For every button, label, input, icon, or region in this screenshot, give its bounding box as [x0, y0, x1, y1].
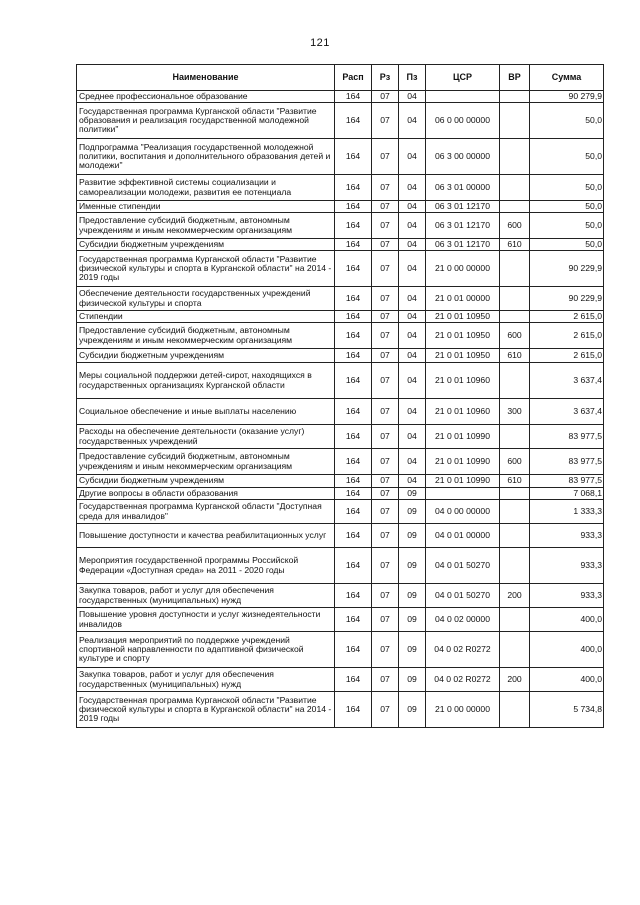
- cell-rz: 07: [372, 91, 399, 103]
- cell-rz: 07: [372, 213, 399, 239]
- cell-name: Среднее профессиональное образование: [77, 91, 335, 103]
- cell-rasp: 164: [335, 500, 372, 524]
- table-row: [77, 251, 604, 287]
- cell-csr: 21 0 01 10950: [426, 323, 500, 349]
- header-pz: Пз: [399, 65, 426, 91]
- cell-rz: 07: [372, 103, 399, 139]
- table-row: [77, 488, 604, 500]
- cell-csr: 21 0 01 10990: [426, 449, 500, 475]
- table-row: [77, 287, 604, 311]
- cell-csr: 06 0 00 00000: [426, 103, 500, 139]
- cell-vr: 600: [500, 213, 530, 239]
- cell-name: Расходы на обеспечение деятельности (оказание услуг) государственных учреждений: [77, 425, 335, 449]
- cell-rasp: 164: [335, 311, 372, 323]
- cell-csr: 21 0 01 10960: [426, 399, 500, 425]
- page-number: 121: [310, 37, 330, 49]
- cell-sum: 50,0: [530, 139, 604, 175]
- cell-rz: 07: [372, 251, 399, 287]
- table-row: [77, 213, 604, 239]
- cell-rz: 07: [372, 488, 399, 500]
- cell-rasp: 164: [335, 287, 372, 311]
- cell-csr: 06 3 01 12170: [426, 213, 500, 239]
- table-row: [77, 425, 604, 449]
- cell-rz: 07: [372, 500, 399, 524]
- cell-rz: 07: [372, 524, 399, 548]
- cell-name: Мероприятия государственной программы Российской Федерации «Доступная среда» на 2011 - 2020 годы: [77, 548, 335, 584]
- cell-rasp: 164: [335, 524, 372, 548]
- cell-rz: 07: [372, 399, 399, 425]
- cell-sum: 50,0: [530, 201, 604, 213]
- table-body: [77, 91, 604, 728]
- cell-vr: [500, 363, 530, 399]
- table-row: [77, 323, 604, 349]
- cell-name: Субсидии бюджетным учреждениям: [77, 349, 335, 363]
- cell-vr: [500, 632, 530, 668]
- cell-sum: 2 615,0: [530, 349, 604, 363]
- cell-vr: [500, 548, 530, 584]
- cell-name: Меры социальной поддержки детей-сирот, находящихся в государственных организациях Курганской области: [77, 363, 335, 399]
- cell-rasp: 164: [335, 608, 372, 632]
- cell-name: Предоставление субсидий бюджетным, автономным учреждениям и иным некоммерческим организациям: [77, 323, 335, 349]
- cell-csr: 04 0 02 R0272: [426, 632, 500, 668]
- table-row: [77, 692, 604, 728]
- cell-rz: 07: [372, 608, 399, 632]
- cell-csr: 21 0 01 10960: [426, 363, 500, 399]
- cell-sum: 7 068,1: [530, 488, 604, 500]
- cell-vr: [500, 201, 530, 213]
- header-csr: ЦСР: [426, 65, 500, 91]
- cell-sum: 90 229,9: [530, 251, 604, 287]
- cell-pz: 09: [399, 608, 426, 632]
- cell-name: Предоставление субсидий бюджетным, автономным учреждениям и иным некоммерческим организациям: [77, 449, 335, 475]
- cell-rasp: 164: [335, 425, 372, 449]
- cell-pz: 04: [399, 323, 426, 349]
- cell-csr: 04 0 02 R0272: [426, 668, 500, 692]
- table-row: [77, 175, 604, 201]
- cell-pz: 09: [399, 548, 426, 584]
- cell-csr: 21 0 01 10950: [426, 311, 500, 323]
- cell-csr: [426, 91, 500, 103]
- cell-rasp: 164: [335, 213, 372, 239]
- cell-csr: 21 0 00 00000: [426, 251, 500, 287]
- cell-pz: 04: [399, 475, 426, 488]
- cell-rasp: 164: [335, 103, 372, 139]
- cell-vr: [500, 608, 530, 632]
- cell-name: Стипендии: [77, 311, 335, 323]
- cell-sum: 83 977,5: [530, 449, 604, 475]
- cell-vr: [500, 287, 530, 311]
- cell-name: Государственная программа Курганской области "Доступная среда для инвалидов": [77, 500, 335, 524]
- cell-rz: 07: [372, 548, 399, 584]
- cell-pz: 04: [399, 349, 426, 363]
- cell-csr: 06 3 00 00000: [426, 139, 500, 175]
- cell-pz: 09: [399, 668, 426, 692]
- cell-vr: [500, 91, 530, 103]
- cell-sum: 90 229,9: [530, 287, 604, 311]
- cell-rasp: 164: [335, 668, 372, 692]
- cell-name: Повышение уровня доступности и услуг жизнедеятельности инвалидов: [77, 608, 335, 632]
- cell-csr: [426, 488, 500, 500]
- cell-rasp: 164: [335, 363, 372, 399]
- cell-vr: 600: [500, 449, 530, 475]
- cell-pz: 04: [399, 251, 426, 287]
- cell-rasp: 164: [335, 323, 372, 349]
- table-row: [77, 399, 604, 425]
- cell-sum: 3 637,4: [530, 363, 604, 399]
- cell-rasp: 164: [335, 475, 372, 488]
- cell-vr: [500, 103, 530, 139]
- cell-vr: [500, 425, 530, 449]
- cell-rasp: 164: [335, 91, 372, 103]
- cell-rasp: 164: [335, 449, 372, 475]
- header-vr: ВР: [500, 65, 530, 91]
- cell-pz: 09: [399, 500, 426, 524]
- cell-pz: 04: [399, 91, 426, 103]
- cell-rz: 07: [372, 349, 399, 363]
- cell-pz: 04: [399, 213, 426, 239]
- cell-pz: 04: [399, 103, 426, 139]
- cell-csr: 06 3 01 00000: [426, 175, 500, 201]
- cell-csr: 06 3 01 12170: [426, 201, 500, 213]
- cell-vr: [500, 175, 530, 201]
- cell-name: Закупка товаров, работ и услуг для обеспечения государственных (муниципальных) нужд: [77, 668, 335, 692]
- cell-sum: 400,0: [530, 608, 604, 632]
- cell-sum: 5 734,8: [530, 692, 604, 728]
- cell-rasp: 164: [335, 548, 372, 584]
- cell-vr: [500, 692, 530, 728]
- cell-name: Социальное обеспечение и иные выплаты населению: [77, 399, 335, 425]
- cell-name: Предоставление субсидий бюджетным, автономным учреждениям и иным некоммерческим организациям: [77, 213, 335, 239]
- cell-csr: 21 0 01 10990: [426, 475, 500, 488]
- cell-pz: 04: [399, 239, 426, 251]
- cell-csr: 04 0 02 00000: [426, 608, 500, 632]
- cell-rz: 07: [372, 584, 399, 608]
- cell-sum: 2 615,0: [530, 311, 604, 323]
- cell-sum: 83 977,5: [530, 475, 604, 488]
- cell-name: Повышение доступности и качества реабилитационных услуг: [77, 524, 335, 548]
- cell-pz: 09: [399, 692, 426, 728]
- cell-csr: 21 0 01 10990: [426, 425, 500, 449]
- table-row: [77, 500, 604, 524]
- cell-rz: 07: [372, 475, 399, 488]
- cell-csr: 04 0 01 50270: [426, 584, 500, 608]
- cell-pz: 04: [399, 201, 426, 213]
- cell-rz: 07: [372, 363, 399, 399]
- cell-sum: 50,0: [530, 175, 604, 201]
- cell-rasp: 164: [335, 632, 372, 668]
- cell-sum: 2 615,0: [530, 323, 604, 349]
- cell-sum: 3 637,4: [530, 399, 604, 425]
- cell-vr: 300: [500, 399, 530, 425]
- cell-csr: 04 0 00 00000: [426, 500, 500, 524]
- cell-rz: 07: [372, 287, 399, 311]
- cell-pz: 04: [399, 175, 426, 201]
- cell-vr: [500, 500, 530, 524]
- cell-sum: 50,0: [530, 103, 604, 139]
- cell-rz: 07: [372, 692, 399, 728]
- cell-rasp: 164: [335, 692, 372, 728]
- cell-sum: 50,0: [530, 213, 604, 239]
- cell-sum: 90 279,9: [530, 91, 604, 103]
- cell-vr: 610: [500, 475, 530, 488]
- cell-sum: 933,3: [530, 548, 604, 584]
- cell-rasp: 164: [335, 139, 372, 175]
- cell-vr: [500, 524, 530, 548]
- table-row: [77, 363, 604, 399]
- table-row: [77, 103, 604, 139]
- cell-vr: 610: [500, 349, 530, 363]
- table-row: [77, 608, 604, 632]
- cell-rasp: 164: [335, 201, 372, 213]
- table-row: [77, 524, 604, 548]
- table-row: [77, 139, 604, 175]
- cell-pz: 04: [399, 399, 426, 425]
- cell-rz: 07: [372, 311, 399, 323]
- table-row: [77, 349, 604, 363]
- cell-pz: 04: [399, 311, 426, 323]
- cell-name: Развитие эффективной системы социализации и самореализации молодежи, развития ее потенциала: [77, 175, 335, 201]
- cell-name: Обеспечение деятельности государственных учреждений физической культуры и спорта: [77, 287, 335, 311]
- cell-pz: 04: [399, 449, 426, 475]
- cell-csr: 04 0 01 50270: [426, 548, 500, 584]
- cell-name: Государственная программа Курганской области "Развитие образования и реализация государственной молодежной политики": [77, 103, 335, 139]
- table-row: [77, 239, 604, 251]
- cell-vr: 610: [500, 239, 530, 251]
- cell-rasp: 164: [335, 399, 372, 425]
- table-row: [77, 584, 604, 608]
- cell-name: Другие вопросы в области образования: [77, 488, 335, 500]
- cell-name: Субсидии бюджетным учреждениям: [77, 239, 335, 251]
- cell-pz: 09: [399, 488, 426, 500]
- cell-rz: 07: [372, 139, 399, 175]
- cell-vr: 200: [500, 668, 530, 692]
- cell-rz: 07: [372, 239, 399, 251]
- cell-rasp: 164: [335, 239, 372, 251]
- cell-pz: 04: [399, 425, 426, 449]
- cell-vr: [500, 311, 530, 323]
- table-row: [77, 668, 604, 692]
- cell-name: Именные стипендии: [77, 201, 335, 213]
- table-row: [77, 475, 604, 488]
- header-sum: Сумма: [530, 65, 604, 91]
- cell-csr: 04 0 01 00000: [426, 524, 500, 548]
- cell-rasp: 164: [335, 584, 372, 608]
- cell-rz: 07: [372, 425, 399, 449]
- cell-sum: 933,3: [530, 584, 604, 608]
- table-row: [77, 449, 604, 475]
- cell-pz: 04: [399, 287, 426, 311]
- cell-rz: 07: [372, 632, 399, 668]
- table-row: [77, 91, 604, 103]
- budget-table: [76, 64, 604, 728]
- cell-rasp: 164: [335, 488, 372, 500]
- cell-rz: 07: [372, 449, 399, 475]
- header-name: Наименование: [77, 65, 335, 91]
- cell-name: Государственная программа Курганской области "Развитие физической культуры и спорта в Курганской области" на 2014 - 2019 годы: [77, 692, 335, 728]
- cell-vr: [500, 488, 530, 500]
- table-header-row: [77, 65, 604, 91]
- table-row: [77, 548, 604, 584]
- cell-rasp: 164: [335, 349, 372, 363]
- cell-name: Реализация мероприятий по поддержке учреждений спортивной направленности по адаптивной физической культуре и спорту: [77, 632, 335, 668]
- cell-sum: 400,0: [530, 632, 604, 668]
- table-row: [77, 311, 604, 323]
- cell-pz: 09: [399, 632, 426, 668]
- cell-name: Государственная программа Курганской области "Развитие физической культуры и спорта в Курганской области" на 2014 - 2019 годы: [77, 251, 335, 287]
- cell-csr: 21 0 01 10950: [426, 349, 500, 363]
- cell-rz: 07: [372, 201, 399, 213]
- cell-sum: 83 977,5: [530, 425, 604, 449]
- cell-rasp: 164: [335, 251, 372, 287]
- cell-vr: [500, 251, 530, 287]
- cell-pz: 09: [399, 524, 426, 548]
- cell-sum: 50,0: [530, 239, 604, 251]
- cell-name: Подпрограмма "Реализация государственной молодежной политики, воспитания и дополнительного образования детей и молодежи": [77, 139, 335, 175]
- cell-csr: 21 0 00 00000: [426, 692, 500, 728]
- cell-pz: 04: [399, 139, 426, 175]
- header-rz: Рз: [372, 65, 399, 91]
- cell-csr: 06 3 01 12170: [426, 239, 500, 251]
- table-row: [77, 201, 604, 213]
- cell-rz: 07: [372, 175, 399, 201]
- cell-name: Закупка товаров, работ и услуг для обеспечения государственных (муниципальных) нужд: [77, 584, 335, 608]
- cell-csr: 21 0 01 00000: [426, 287, 500, 311]
- cell-pz: 04: [399, 363, 426, 399]
- cell-vr: [500, 139, 530, 175]
- cell-rasp: 164: [335, 175, 372, 201]
- cell-rz: 07: [372, 668, 399, 692]
- cell-vr: 600: [500, 323, 530, 349]
- cell-sum: 933,3: [530, 524, 604, 548]
- cell-sum: 1 333,3: [530, 500, 604, 524]
- header-rasp: Расп: [335, 65, 372, 91]
- cell-sum: 400,0: [530, 668, 604, 692]
- cell-name: Субсидии бюджетным учреждениям: [77, 475, 335, 488]
- table-row: [77, 632, 604, 668]
- cell-pz: 09: [399, 584, 426, 608]
- cell-rz: 07: [372, 323, 399, 349]
- cell-vr: 200: [500, 584, 530, 608]
